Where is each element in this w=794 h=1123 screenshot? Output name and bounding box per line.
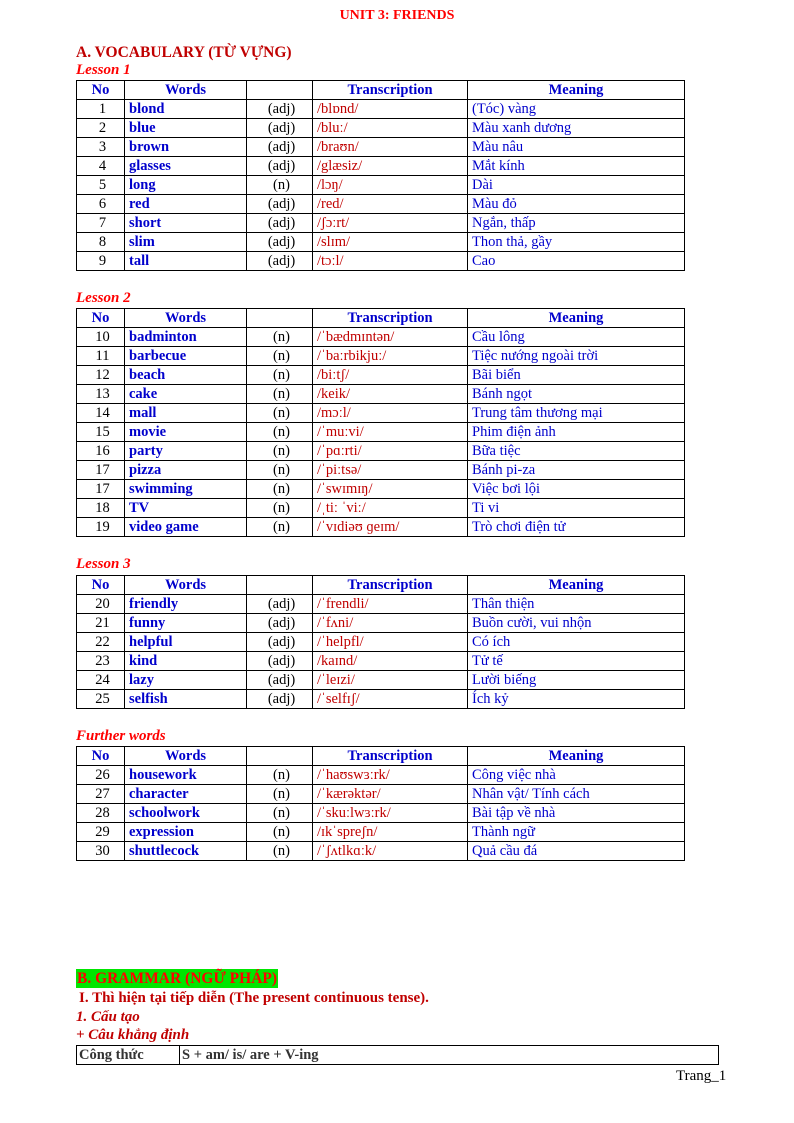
table-row xyxy=(77,100,685,119)
formula-table xyxy=(76,1045,719,1065)
cell-word: cake xyxy=(125,385,247,404)
cell-word: badminton xyxy=(125,328,247,347)
cell-transcription: /ˌtiː ˈviː/ xyxy=(313,499,468,518)
cell-no: 15 xyxy=(77,423,125,442)
table-row xyxy=(77,442,685,461)
cell-word: long xyxy=(125,176,247,195)
formula-row xyxy=(77,1046,719,1065)
table-row xyxy=(77,766,685,785)
cell-no: 28 xyxy=(77,804,125,823)
table-row xyxy=(77,119,685,138)
cell-word: funny xyxy=(125,614,247,633)
table-row xyxy=(77,652,685,671)
table-header xyxy=(77,747,685,766)
cell-word: blue xyxy=(125,119,247,138)
cell-pos: (n) xyxy=(247,347,313,366)
cell-no: 8 xyxy=(77,233,125,252)
header-no: No xyxy=(77,81,125,100)
header-meaning: Meaning xyxy=(468,576,685,595)
cell-meaning: Công việc nhà xyxy=(468,766,685,785)
cell-word: housework xyxy=(125,766,247,785)
header-transcription: Transcription xyxy=(313,309,468,328)
cell-meaning: Màu đỏ xyxy=(468,195,685,214)
cell-transcription: /ˈskuːlwɜːrk/ xyxy=(313,804,468,823)
cell-meaning: Trò chơi điện tử xyxy=(468,518,685,537)
cell-pos: (n) xyxy=(247,176,313,195)
table-row xyxy=(77,633,685,652)
cell-pos: (n) xyxy=(247,480,313,499)
cell-pos: (adj) xyxy=(247,138,313,157)
cell-meaning: Thon thả, gầy xyxy=(468,233,685,252)
cell-word: swimming xyxy=(125,480,247,499)
header-words: Words xyxy=(125,747,247,766)
cell-no: 12 xyxy=(77,366,125,385)
lesson-1-label: Lesson 1 xyxy=(76,62,131,78)
cell-transcription: /ˈswɪmɪŋ/ xyxy=(313,480,468,499)
structure-heading: 1. Cấu tạo xyxy=(76,1009,140,1025)
header-words: Words xyxy=(125,81,247,100)
header-pos xyxy=(247,81,313,100)
table-row xyxy=(77,823,685,842)
page-number: Trang_1 xyxy=(676,1068,727,1084)
table-row xyxy=(77,328,685,347)
cell-transcription: /ˈfʌni/ xyxy=(313,614,468,633)
cell-meaning: Có ích xyxy=(468,633,685,652)
cell-transcription: /ˈleɪzi/ xyxy=(313,671,468,690)
cell-no: 29 xyxy=(77,823,125,842)
cell-transcription: /ˈfrendli/ xyxy=(313,595,468,614)
table-row xyxy=(77,842,685,861)
unit-title: UNIT 3: FRIENDS xyxy=(339,8,455,23)
cell-word: helpful xyxy=(125,633,247,652)
cell-meaning: Bài tập về nhà xyxy=(468,804,685,823)
cell-meaning: Việc bơi lội xyxy=(468,480,685,499)
grammar-title: B. GRAMMAR (NGỮ PHÁP) xyxy=(77,970,278,987)
table-row xyxy=(77,214,685,233)
cell-transcription: /ˈhaʊswɜːrk/ xyxy=(313,766,468,785)
cell-transcription: /ˈselfɪʃ/ xyxy=(313,690,468,709)
header-pos xyxy=(247,747,313,766)
table-row xyxy=(77,614,685,633)
cell-meaning: Tử tế xyxy=(468,652,685,671)
cell-transcription: /ˈkærəktər/ xyxy=(313,785,468,804)
table-row xyxy=(77,138,685,157)
cell-transcription: /bluː/ xyxy=(313,119,468,138)
cell-word: short xyxy=(125,214,247,233)
cell-word: character xyxy=(125,785,247,804)
cell-transcription: /ˈpɑːrti/ xyxy=(313,442,468,461)
header-transcription: Transcription xyxy=(313,81,468,100)
cell-no: 18 xyxy=(77,499,125,518)
cell-no: 17 xyxy=(77,480,125,499)
cell-pos: (adj) xyxy=(247,671,313,690)
cell-pos: (n) xyxy=(247,385,313,404)
cell-meaning: Màu xanh dương xyxy=(468,119,685,138)
lesson-1-table xyxy=(76,80,685,271)
formula-label: Công thức xyxy=(77,1046,180,1065)
cell-word: glasses xyxy=(125,157,247,176)
cell-transcription: /red/ xyxy=(313,195,468,214)
header-meaning: Meaning xyxy=(468,81,685,100)
header-pos xyxy=(247,309,313,328)
cell-meaning: Buồn cười, vui nhộn xyxy=(468,614,685,633)
cell-word: shuttlecock xyxy=(125,842,247,861)
cell-no: 23 xyxy=(77,652,125,671)
table-row xyxy=(77,804,685,823)
cell-pos: (adj) xyxy=(247,214,313,233)
cell-meaning: Bánh pi-za xyxy=(468,461,685,480)
cell-pos: (adj) xyxy=(247,100,313,119)
lesson-2-table xyxy=(76,308,685,537)
cell-transcription: /ˈbaːrbikjuː/ xyxy=(313,347,468,366)
cell-meaning: Tiệc nướng ngoài trời xyxy=(468,347,685,366)
cell-meaning: Cầu lông xyxy=(468,328,685,347)
table-row xyxy=(77,690,685,709)
cell-transcription: /mɔːl/ xyxy=(313,404,468,423)
cell-no: 30 xyxy=(77,842,125,861)
header-words: Words xyxy=(125,309,247,328)
table-row xyxy=(77,671,685,690)
cell-meaning: Bữa tiệc xyxy=(468,442,685,461)
cell-no: 3 xyxy=(77,138,125,157)
cell-meaning: Ích kỷ xyxy=(468,690,685,709)
cell-transcription: /keik/ xyxy=(313,385,468,404)
cell-no: 7 xyxy=(77,214,125,233)
cell-no: 14 xyxy=(77,404,125,423)
cell-no: 20 xyxy=(77,595,125,614)
cell-transcription: /ˈpiːtsə/ xyxy=(313,461,468,480)
header-no: No xyxy=(77,576,125,595)
cell-pos: (adj) xyxy=(247,195,313,214)
cell-word: expression xyxy=(125,823,247,842)
cell-meaning: Ti vi xyxy=(468,499,685,518)
cell-transcription: /ˈvɪdiəʊ ɡeɪm/ xyxy=(313,518,468,537)
cell-meaning: Cao xyxy=(468,252,685,271)
cell-no: 10 xyxy=(77,328,125,347)
cell-no: 17 xyxy=(77,461,125,480)
cell-meaning: Nhân vật/ Tính cách xyxy=(468,785,685,804)
header-meaning: Meaning xyxy=(468,747,685,766)
cell-meaning: Thân thiện xyxy=(468,595,685,614)
lesson-3-table xyxy=(76,575,685,709)
cell-pos: (n) xyxy=(247,785,313,804)
table-row xyxy=(77,595,685,614)
table-row xyxy=(77,480,685,499)
table-row xyxy=(77,366,685,385)
cell-pos: (n) xyxy=(247,842,313,861)
lesson-3-label: Lesson 3 xyxy=(76,556,131,572)
cell-word: party xyxy=(125,442,247,461)
cell-word: mall xyxy=(125,404,247,423)
cell-transcription: /blɒnd/ xyxy=(313,100,468,119)
cell-meaning: Quả cầu đá xyxy=(468,842,685,861)
cell-word: beach xyxy=(125,366,247,385)
table-row xyxy=(77,233,685,252)
cell-transcription: /braʊn/ xyxy=(313,138,468,157)
cell-no: 1 xyxy=(77,100,125,119)
cell-word: barbecue xyxy=(125,347,247,366)
table-header xyxy=(77,309,685,328)
header-no: No xyxy=(77,747,125,766)
header-pos xyxy=(247,576,313,595)
cell-transcription: /glæsiz/ xyxy=(313,157,468,176)
cell-no: 6 xyxy=(77,195,125,214)
cell-pos: (n) xyxy=(247,328,313,347)
cell-meaning: Trung tâm thương mại xyxy=(468,404,685,423)
cell-transcription: /ɪkˈspreʃn/ xyxy=(313,823,468,842)
header-transcription: Transcription xyxy=(313,576,468,595)
cell-no: 22 xyxy=(77,633,125,652)
cell-no: 19 xyxy=(77,518,125,537)
table-row xyxy=(77,385,685,404)
cell-pos: (adj) xyxy=(247,690,313,709)
cell-no: 13 xyxy=(77,385,125,404)
cell-pos: (n) xyxy=(247,804,313,823)
cell-pos: (adj) xyxy=(247,157,313,176)
cell-meaning: Phim điện ảnh xyxy=(468,423,685,442)
cell-word: tall xyxy=(125,252,247,271)
cell-pos: (adj) xyxy=(247,595,313,614)
cell-no: 2 xyxy=(77,119,125,138)
cell-no: 11 xyxy=(77,347,125,366)
cell-meaning: Thành ngữ xyxy=(468,823,685,842)
cell-pos: (adj) xyxy=(247,233,313,252)
table-row xyxy=(77,423,685,442)
cell-no: 25 xyxy=(77,690,125,709)
cell-pos: (n) xyxy=(247,518,313,537)
cell-transcription: /slɪm/ xyxy=(313,233,468,252)
cell-meaning: Bánh ngọt xyxy=(468,385,685,404)
cell-word: lazy xyxy=(125,671,247,690)
header-transcription: Transcription xyxy=(313,747,468,766)
cell-transcription: /ˈbædmɪntən/ xyxy=(313,328,468,347)
header-words: Words xyxy=(125,576,247,595)
cell-pos: (n) xyxy=(247,442,313,461)
cell-meaning: Lười biếng xyxy=(468,671,685,690)
cell-word: TV xyxy=(125,499,247,518)
cell-word: movie xyxy=(125,423,247,442)
cell-transcription: /kaɪnd/ xyxy=(313,652,468,671)
table-row xyxy=(77,461,685,480)
cell-meaning: Bãi biển xyxy=(468,366,685,385)
cell-transcription: /ˈhelpfl/ xyxy=(313,633,468,652)
cell-pos: (adj) xyxy=(247,252,313,271)
table-header xyxy=(77,576,685,595)
cell-word: red xyxy=(125,195,247,214)
cell-transcription: /ʃɔːrt/ xyxy=(313,214,468,233)
header-meaning: Meaning xyxy=(468,309,685,328)
cell-no: 9 xyxy=(77,252,125,271)
cell-no: 16 xyxy=(77,442,125,461)
cell-transcription: /tɔːl/ xyxy=(313,252,468,271)
cell-pos: (adj) xyxy=(247,119,313,138)
cell-pos: (n) xyxy=(247,766,313,785)
cell-pos: (n) xyxy=(247,499,313,518)
cell-transcription: /ˈʃʌtlkɑːk/ xyxy=(313,842,468,861)
tense-heading: I. Thì hiện tại tiếp diễn (The present continuous tense). xyxy=(79,990,429,1006)
table-row xyxy=(77,499,685,518)
cell-pos: (n) xyxy=(247,366,313,385)
cell-word: slim xyxy=(125,233,247,252)
header-no: No xyxy=(77,309,125,328)
cell-pos: (n) xyxy=(247,461,313,480)
table-row xyxy=(77,157,685,176)
cell-meaning: (Tóc) vàng xyxy=(468,100,685,119)
cell-meaning: Mắt kính xyxy=(468,157,685,176)
cell-word: pizza xyxy=(125,461,247,480)
table-row xyxy=(77,176,685,195)
cell-meaning: Dài xyxy=(468,176,685,195)
cell-no: 4 xyxy=(77,157,125,176)
cell-word: brown xyxy=(125,138,247,157)
cell-meaning: Màu nâu xyxy=(468,138,685,157)
cell-transcription: /ˈmuːvi/ xyxy=(313,423,468,442)
cell-pos: (adj) xyxy=(247,652,313,671)
cell-word: blond xyxy=(125,100,247,119)
affirmative-heading: + Câu khẳng định xyxy=(76,1027,190,1043)
cell-transcription: /biːtʃ/ xyxy=(313,366,468,385)
table-row xyxy=(77,252,685,271)
table-row xyxy=(77,404,685,423)
cell-transcription: /lɔŋ/ xyxy=(313,176,468,195)
cell-no: 5 xyxy=(77,176,125,195)
table-header xyxy=(77,81,685,100)
cell-word: schoolwork xyxy=(125,804,247,823)
cell-word: friendly xyxy=(125,595,247,614)
cell-pos: (n) xyxy=(247,404,313,423)
cell-pos: (adj) xyxy=(247,633,313,652)
cell-word: selfish xyxy=(125,690,247,709)
cell-no: 27 xyxy=(77,785,125,804)
cell-no: 21 xyxy=(77,614,125,633)
further-words-label: Further words xyxy=(76,728,166,744)
section-a-title: A. VOCABULARY (TỪ VỰNG) xyxy=(76,44,292,61)
lesson-2-label: Lesson 2 xyxy=(76,290,131,306)
cell-word: video game xyxy=(125,518,247,537)
cell-no: 24 xyxy=(77,671,125,690)
table-row xyxy=(77,785,685,804)
cell-no: 26 xyxy=(77,766,125,785)
cell-word: kind xyxy=(125,652,247,671)
table-row xyxy=(77,518,685,537)
cell-pos: (n) xyxy=(247,823,313,842)
further-words-table xyxy=(76,746,685,861)
cell-pos: (n) xyxy=(247,423,313,442)
cell-pos: (adj) xyxy=(247,614,313,633)
table-row xyxy=(77,195,685,214)
formula-value: S + am/ is/ are + V-ing xyxy=(180,1046,719,1065)
table-row xyxy=(77,347,685,366)
cell-meaning: Ngắn, thấp xyxy=(468,214,685,233)
